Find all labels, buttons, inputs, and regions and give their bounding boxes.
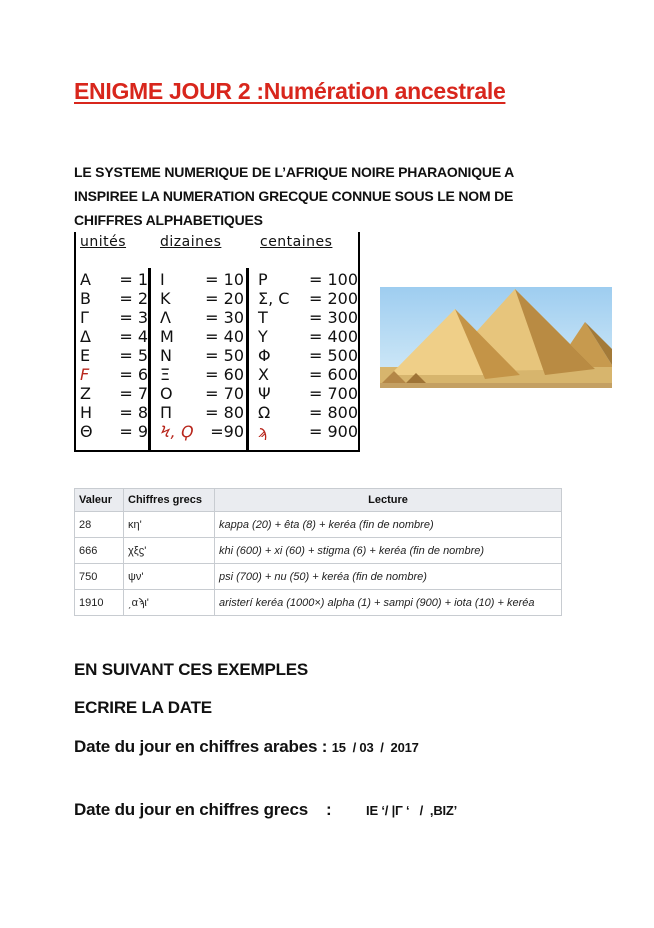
numeral-row: [252, 289, 360, 308]
numeral-symbol: Φ: [258, 346, 271, 365]
date-arabic-line: [74, 737, 419, 757]
numeral-symbol: Η: [80, 403, 93, 422]
numeral-symbol: Ν: [160, 346, 172, 365]
date-greek-label: Date du jour en chiffres grecs :: [74, 800, 332, 819]
numeral-symbol: Ο: [160, 384, 173, 403]
numeral-symbol: Ι: [160, 270, 165, 289]
numeral-value: = 20: [205, 289, 244, 308]
numeral-row: [252, 270, 360, 289]
column-separator: [246, 268, 249, 450]
chiffres-cell: κη': [124, 512, 215, 538]
numeral-row: [76, 270, 150, 289]
numeral-value: = 30: [205, 308, 244, 327]
tens-column: [152, 232, 246, 450]
numeral-row: [76, 365, 150, 384]
page-title: ENIGME JOUR 2 :Numération ancestrale: [74, 78, 506, 104]
lecture-header: Lecture: [215, 489, 562, 512]
hundreds-column: [252, 232, 360, 450]
numeral-value: = 50: [205, 346, 244, 365]
date-arabic-label: Date du jour en chiffres arabes :: [74, 737, 332, 756]
units-column: [76, 232, 150, 450]
intro-line-3: CHIFFRES ALPHABETIQUES: [74, 212, 263, 228]
numeral-symbol: Β: [80, 289, 91, 308]
numeral-symbol: Α: [80, 270, 91, 289]
numeral-symbol: Ψ: [258, 384, 271, 403]
intro-line-2: INSPIREE LA NUMERATION GRECQUE CONNUE SOUS LE NOM DE: [74, 188, 514, 204]
table-header-row: [75, 489, 562, 512]
numeral-row: [152, 308, 246, 327]
numeral-row: [152, 384, 246, 403]
numeral-value: = 300: [308, 308, 358, 327]
numeral-value: = 70: [205, 384, 244, 403]
numeral-value: = 8: [119, 403, 148, 422]
table-row: [75, 564, 562, 590]
numeral-symbol: Ξ: [160, 365, 171, 384]
numeral-value: = 1: [119, 270, 148, 289]
numeral-symbol: Τ: [258, 308, 268, 327]
numeral-value: = 5: [119, 346, 148, 365]
numeral-value: = 800: [308, 403, 358, 422]
units-header: unités: [80, 234, 127, 250]
numeral-value: = 9: [119, 422, 148, 441]
valeur-cell: 750: [75, 564, 124, 590]
numeral-value: = 200: [308, 289, 358, 308]
numeral-value: = 700: [308, 384, 358, 403]
numeral-value: =90: [210, 422, 244, 441]
tens-header: dizaines: [160, 234, 222, 250]
numeral-value: = 40: [205, 327, 244, 346]
table-row: [75, 590, 562, 616]
numeral-symbol: Κ: [160, 289, 171, 308]
hundreds-header: centaines: [260, 234, 333, 250]
numeral-row: [76, 289, 150, 308]
numeral-symbol: Ρ: [258, 270, 268, 289]
intro-text: [74, 160, 594, 232]
lecture-cell: khi (600) + xi (60) + stigma (6) + keréa (fin de nombre): [215, 538, 562, 564]
numeral-row: [152, 327, 246, 346]
intro-line-1: LE SYSTEME NUMERIQUE DE L’AFRIQUE NOIRE PHARAONIQUE A: [74, 164, 515, 180]
table-row: [75, 512, 562, 538]
numeral-row: [76, 384, 150, 403]
numeral-value: = 80: [205, 403, 244, 422]
pyramids-image: [380, 287, 612, 388]
numeral-value: = 2: [119, 289, 148, 308]
numeral-symbol: Θ: [80, 422, 93, 441]
numeral-row: [152, 422, 246, 441]
numeral-value: = 7: [119, 384, 148, 403]
numeral-value: = 6: [119, 365, 148, 384]
numeral-row: [252, 365, 360, 384]
valeur-cell: 1910: [75, 590, 124, 616]
numeral-symbol: Π: [160, 403, 173, 422]
valeur-header: Valeur: [75, 489, 124, 512]
numeral-row: [76, 308, 150, 327]
examples-table: [74, 488, 562, 616]
valeur-cell: 28: [75, 512, 124, 538]
numeral-value: = 60: [205, 365, 244, 384]
numeral-symbol: Υ: [258, 327, 268, 346]
numeral-value: = 4: [119, 327, 148, 346]
date-greek-line: [74, 800, 457, 820]
numeral-symbol: Δ: [80, 327, 91, 346]
numeral-value: = 10: [205, 270, 244, 289]
numeral-row: [152, 365, 246, 384]
chiffres-cell: χξϛ': [124, 538, 215, 564]
numeral-row: [152, 270, 246, 289]
numeral-value: = 900: [308, 422, 358, 441]
lecture-cell: psi (700) + nu (50) + keréa (fin de nombre): [215, 564, 562, 590]
numeral-row: [252, 308, 360, 327]
numeral-value: = 400: [308, 327, 358, 346]
instruction-2: ECRIRE LA DATE: [74, 698, 212, 717]
numeral-symbol: Σ, C: [258, 289, 290, 308]
numeral-row: [252, 422, 360, 441]
numeral-row: [76, 403, 150, 422]
numeral-row: [252, 403, 360, 422]
valeur-cell: 666: [75, 538, 124, 564]
numeral-symbol: Ϟ, Ϙ: [160, 422, 194, 441]
instruction-1: EN SUIVANT CES EXEMPLES: [74, 660, 309, 679]
greek-numerals-table: [74, 232, 360, 452]
numeral-value: = 3: [119, 308, 148, 327]
numeral-symbol: Γ: [80, 308, 89, 327]
date-greek-value: IE ‘/ |Γ ‘ / ,BIZ’: [366, 803, 458, 818]
numeral-symbol: Λ: [160, 308, 171, 327]
numeral-row: [252, 384, 360, 403]
numeral-value: = 100: [308, 270, 358, 289]
numeral-value: = 600: [308, 365, 358, 384]
numeral-symbol: Ζ: [80, 384, 91, 403]
numeral-row: [152, 289, 246, 308]
numeral-row: [252, 346, 360, 365]
lecture-cell: kappa (20) + êta (8) + keréa (fin de nombre): [215, 512, 562, 538]
numeral-symbol: Μ: [160, 327, 174, 346]
numeral-row: [152, 346, 246, 365]
table-row: [75, 538, 562, 564]
numeral-row: [152, 403, 246, 422]
numeral-symbol: Ε: [80, 346, 91, 365]
chiffres-cell: ψν': [124, 564, 215, 590]
chiffres-cell: ͵αϡι': [124, 590, 215, 616]
chiffres-header: Chiffres grecs: [124, 489, 215, 512]
numeral-row: [252, 327, 360, 346]
numeral-value: = 500: [308, 346, 358, 365]
numeral-row: [76, 327, 150, 346]
numeral-symbol: Χ: [258, 365, 269, 384]
numeral-row: [76, 346, 150, 365]
numeral-symbol: ϡ: [258, 422, 269, 441]
date-arabic-value: 15 / 03 / 2017: [331, 740, 419, 755]
numeral-row: [76, 422, 150, 441]
numeral-symbol: Ω: [258, 403, 271, 422]
lecture-cell: aristerí keréa (1000×) alpha (1) + sampi (900) + iota (10) + keréa: [215, 590, 562, 616]
numeral-symbol: Ϝ: [80, 365, 90, 384]
